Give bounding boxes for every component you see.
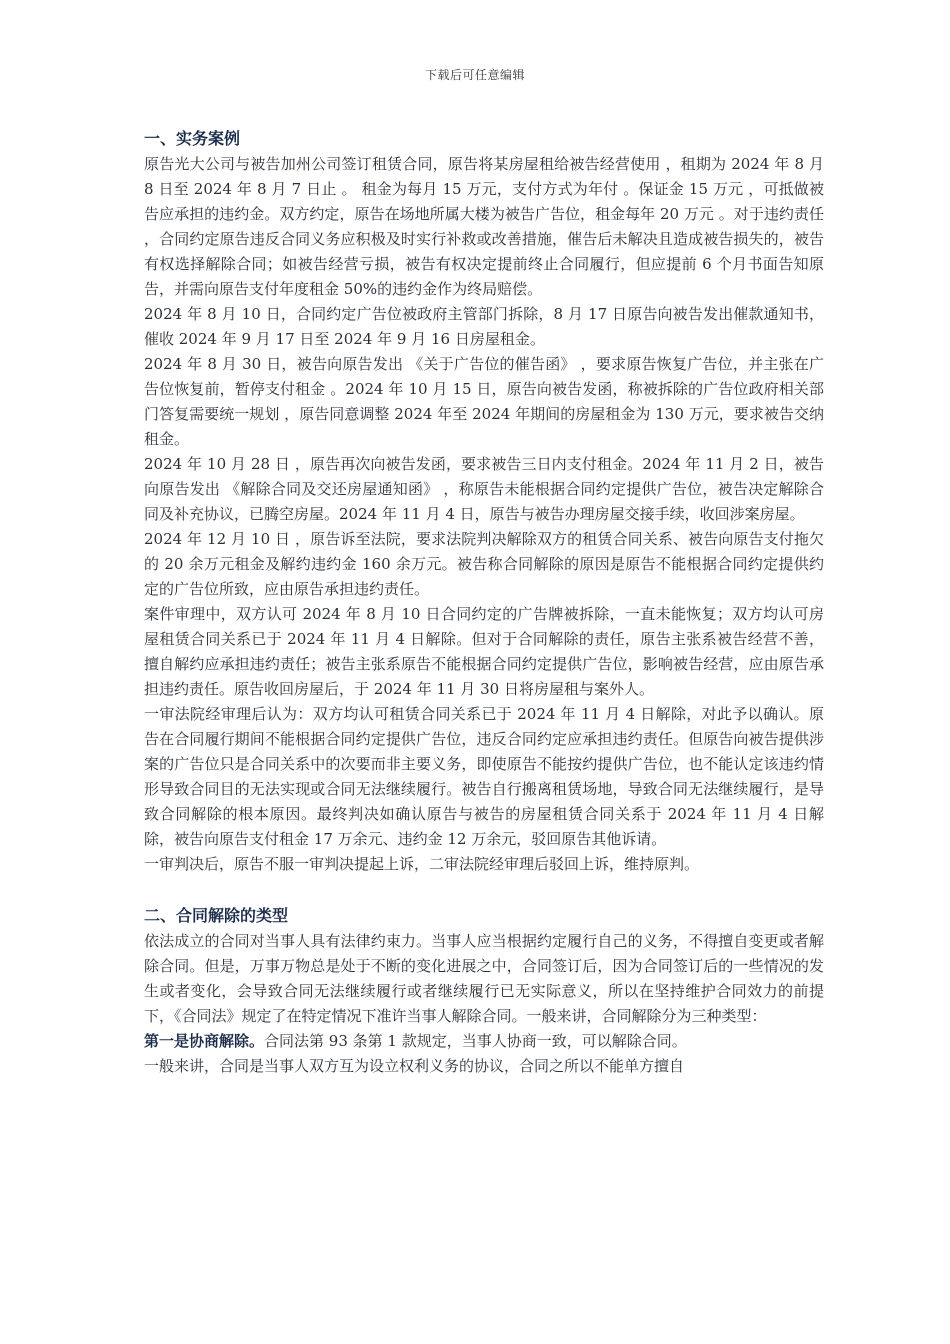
section-title-practice-case: 一、实务案例 bbox=[144, 129, 241, 148]
paragraph: 2024 年 10 月 28 日 ，原告再次向被告发函，要求被告三日内支付租金。2024 年 11 月 2 日，被告向原告发出 《解除合同及交还房屋通知函》 ，称原告未能根据合同约定提供广告位，被告决定解除合同及补充协议，已腾空房屋。2024 年 11 月 4 日，原告与被告办理房屋交接手续，收回涉案房屋。 bbox=[144, 455, 824, 523]
paragraph: 一审判决后，原告不服一审判决提起上诉，二审法院经审理后驳回上诉，维持原判。 bbox=[144, 855, 700, 873]
paragraph: 2024 年 8 月 30 日，被告向原告发出 《关于广告位的催告函》 ，要求原告恢复广告位，并主张在广告位恢复前，暂停支付租金 。2024 年 10 月 15 日，原告向被告发函，称被拆除的广告位政府相关部门答复需要统一规划 ，原告同意调整 2024 年至 2024 年期间的房屋租金为 130 万元，要求被告交纳租金。 bbox=[144, 355, 824, 448]
document-body bbox=[144, 126, 824, 1079]
paragraph: 一般来讲，合同是当事人双方互为设立权利义务的协议，合同之所以不能单方擅自 bbox=[144, 1057, 685, 1075]
download-note: 下载后可任意编辑 bbox=[424, 68, 525, 82]
paragraph: 依法成立的合同对当事人具有法律约束力。当事人应当根据约定履行自己的义务，不得擅自变更或者解除合同。但是，万事万物总是处于不断的变化进展之中，合同签订后，因为合同签订后的一些情况的发生或者变化，会导致合同无法继续履行或者继续履行已无实际意义，所以在坚持维护合同效力的前提下，《合同法》规定了在特定情况下准许当事人解除合同。一般来讲，合同解除分为三种类型： bbox=[144, 932, 824, 1025]
type-1-text: 合同法第 93 条第 1 款规定，当事人协商一致，可以解除合同。 bbox=[264, 1032, 687, 1050]
paragraph: 案件审理中，双方认可 2024 年 8 月 10 日合同约定的广告牌被拆除，一直未能恢复；双方均认可房屋租赁合同关系已于 2024 年 11 月 4 日解除。但对于合同解除的责任，原告主张系被告经营不善，擅自解约应承担违约责任；被告主张系原告不能根据合同约定提供广告位，影响被告经营，应由原告承担违约责任。原告收回房屋后，于 2024 年 11 月 30 日将房屋租与案外人。 bbox=[144, 605, 824, 698]
paragraph-type-1 bbox=[144, 1029, 824, 1054]
type-1-lead: 第一是协商解除。 bbox=[144, 1032, 265, 1050]
paragraph: 2024 年 8 月 10 日，合同约定广告位被政府主管部门拆除，8 月 17 日原告向被告发出催款通知书，催收 2024 年 9 月 17 日至 2024 年 9 月 16 日房屋租金。 bbox=[144, 305, 824, 348]
paragraph: 一审法院经审理后认为：双方均认可租赁合同关系已于 2024 年 11 月 4 日解除，对此予以确认。原告在合同履行期间不能根据合同约定提供广告位，违反合同约定应承担违约责任。但原告向被告提供涉案的广告位只是合同关系中的次要而非主要义务，即使原告不能按约提供广告位，也不能认定该违约情形导致合同目的无法实现或合同无法继续履行。被告自行搬离租赁场地，导致合同无法继续履行，是导致合同解除的根本原因。最终判决如确认原告与被告的房屋租赁合同关系于 2024 年 11 月 4 日解除，被告向原告支付租金 17 万余元、违约金 12 万余元，驳回原告其他诉请。 bbox=[144, 705, 824, 848]
paragraph: 原告光大公司与被告加州公司签订租赁合同，原告将某房屋租给被告经营使用 ，租期为 2024 年 8 月 8 日至 2024 年 8 月 7 日止 。 租金为每月 15 万元，支付方式为年付 。保证金 15 万元 ，可抵做被告应承担的违约金。双方约定，原告在场地所属大楼为被告广告位，租金每年 20 万元 。对于违约责任 ，合同约定原告违反合同义务应积极及时实行补救或改善措施，催告后未解决且造成被告损失的，被告有权选择解除合同；如被告经营亏损，被告有权决定提前终止合同履行，但应提前 6 个月书面告知原告，并需向原告支付年度租金 50%的违约金作为终局赔偿。 bbox=[144, 155, 824, 298]
paragraph: 2024 年 12 月 10 日 ，原告诉至法院，要求法院判决解除双方的租赁合同关系、被告向原告支付拖欠的 20 余万元租金及解约违约金 160 余万元。被告称合同解除的原因是原告不能根据合同约定提供约定的广告位所致，应由原告承担违约责任。 bbox=[144, 530, 824, 598]
section-title-termination-types: 二、合同解除的类型 bbox=[144, 906, 289, 925]
